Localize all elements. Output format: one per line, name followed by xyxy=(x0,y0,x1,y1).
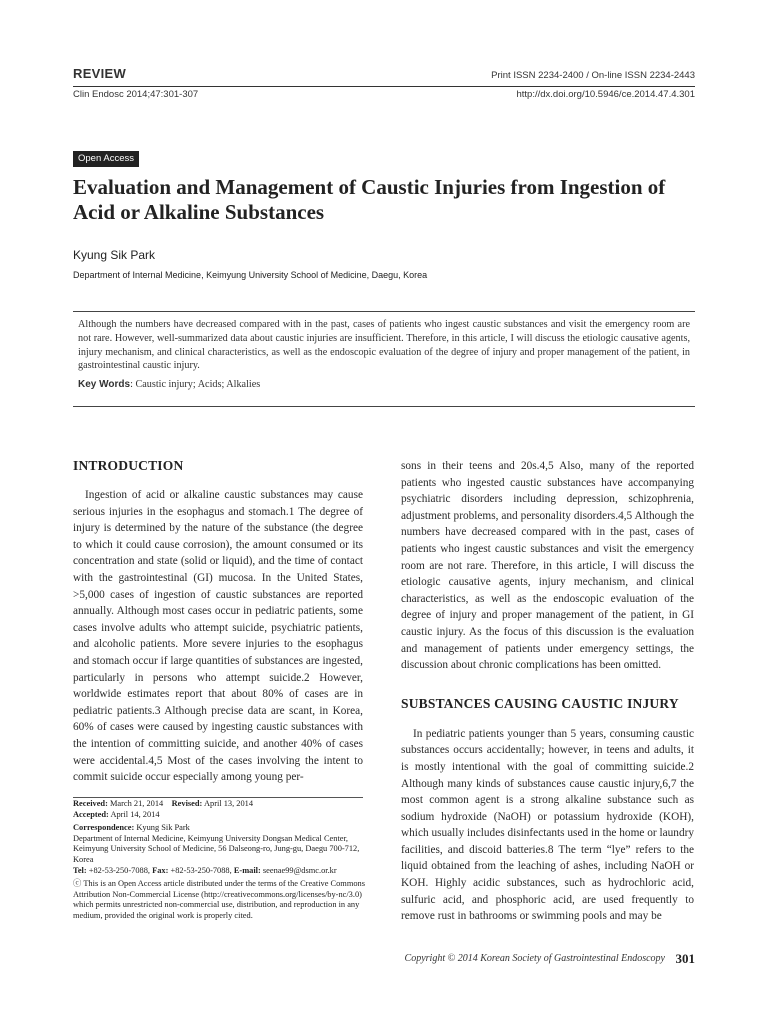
keywords xyxy=(78,379,260,390)
article-title: Evaluation and Management of Caustic Injuries from Ingestion of Acid or Alkaline Substances xyxy=(73,175,666,224)
introduction-heading: INTRODUCTION xyxy=(73,458,184,473)
header-divider xyxy=(73,86,695,87)
open-access-badge: Open Access xyxy=(73,151,139,167)
introduction-paragraph: Ingestion of acid or alkaline caustic substances may cause serious injuries in the esophagus and stomach.1 The degree of injury is determined by the nature of the substance (the degree to which it could cause corrosion), the amount consumed or its concentration and state (solid or liquid), and the time of contact with the gastrointestinal (GI) mucosa. In the United States, >5,000 cases of ingestion of caustic substances are reported annually. Although most cases occur in pediatric patients, some cases involve adults who attempt suicide, psychiatric patients, and alcoholic patients. More severe injuries to the esophagus and stomach occur if large quantities of substances are ingested, particularly in persons who attempt suicide.2 However, worldwide estimates report that about 80% of cases are in pediatric patients.3 Although precise data are scant, in Korea, 60% of cases were caused by ingesting caustic substances with the intention of committing suicide, and another 40% of cases were accidental.4,5 Most of the cases involving the intent to commit suicide occur especially among young per- xyxy=(73,489,363,784)
abstract-top-rule xyxy=(73,311,695,312)
abstract-bottom-rule xyxy=(73,406,695,407)
section-label: REVIEW xyxy=(73,66,127,81)
footnotes xyxy=(73,799,365,922)
author-affiliation: Department of Internal Medicine, Keimyung University School of Medicine, Daegu, Korea xyxy=(73,270,428,280)
received-line: Received: March 21, 2014 Revised: April 13, 2014 xyxy=(73,799,254,808)
correspondence-line: Correspondence: Kyung Sik Park xyxy=(73,823,190,833)
introduction-body xyxy=(73,487,363,786)
contact-line: Tel: +82-53-250-7088, Fax: +82-53-250-7088, E-mail: seenae99@dsmc.or.kr xyxy=(73,865,337,875)
page-number: 301 xyxy=(675,951,695,966)
abstract-text: Although the numbers have decreased compared with in the past, cases of patients who ingest caustic substances and visit the emergency room are not rare. However, well-summarized data about caustic injuries are insufficient. Therefore, in this article, I will discuss the etiologic causative agents, injury mechanism, and clinical characteristics, as well as the endoscopic evaluation of the degree of injury and proper management of the patient, in gastrointestinal caustic injury. xyxy=(78,319,690,372)
footnote-divider xyxy=(73,797,363,798)
doi-link[interactable]: http://dx.doi.org/10.5946/ce.2014.47.4.301 xyxy=(516,89,695,100)
left-column xyxy=(73,458,363,786)
license-text: ⓒ This is an Open Access article distributed under the terms of the Creative Commons Attribution Non-Commercial License (http://creativecommons.org/licenses/by-nc/3.0) which permits unrestricted non-commercial use, distribution, and reproduction in any medium, provided the original work is properly cited. xyxy=(73,879,365,920)
accepted-line: Accepted: April 14, 2014 xyxy=(73,809,160,819)
issn-text: Print ISSN 2234-2400 / On-line ISSN 2234-2443 xyxy=(491,70,695,81)
keywords-label: Key Words xyxy=(78,379,131,390)
introduction-continued-paragraph: sons in their teens and 20s.4,5 Also, many of the reported patients who ingested caustic substances have accompanying psychiatric disorders including depression, schizophrenia, adjustment problems, and personality disorders.4,5 Although the numbers have decreased compared with in the past, cases of patients who ingest caustic substances and visit the emergency room are not rare. Therefore, in this article, I will discuss the etiologic causative agents, injury mechanism, and clinical characteristics, as well as the endoscopic evaluation of the degree of injury and proper management of the patient, in GI caustic injury. As the focus of this discussion is the evaluation and management of patients under emergency settings, the discussion about chronic complications has been omitted. xyxy=(401,460,694,672)
author-name: Kyung Sik Park xyxy=(73,248,156,262)
substances-body xyxy=(401,726,694,925)
keywords-list: : Caustic injury; Acids; Alkalies xyxy=(130,379,261,390)
substances-heading: SUBSTANCES CAUSING CAUSTIC INJURY xyxy=(401,695,679,711)
substances-paragraph: In pediatric patients younger than 5 years, consuming caustic substances occurs accidentally; however, in teens and adults, it is mostly intentional with the goal of committing suicide.2 Although many kinds of substances cause caustic injury,6,7 the most common agent is a strong alkaline substance such as sodium hydroxide (NaOH) or potassium hydroxide (KOH), which usually includes disinfectants used in the home or laundry facilities, and discoid batteries.8 The term “lye” refers to the liquid obtained from the leaching of ashes, including NaOH or KOH. Highly acidic substances, such as hydrochloric acid, sulfuric acid, and phosphoric acid, are used frequently to remove rust in bathrooms or swimming pools and may be xyxy=(401,727,694,923)
introduction-continued xyxy=(401,458,694,674)
copyright-footer: Copyright © 2014 Korean Society of Gastrointestinal Endoscopy xyxy=(404,953,665,964)
correspondence-address: Department of Internal Medicine, Keimyung University Dongsan Medical Center, Keimyung University School of Medicine, 56 Dalseong-ro, Jung-gu, Daegu 700-712, Korea xyxy=(73,833,360,864)
citation-text: Clin Endosc 2014;47:301-307 xyxy=(73,89,199,100)
right-column xyxy=(401,458,694,925)
email-link[interactable]: seenae99@dsmc.or.kr xyxy=(260,865,337,875)
